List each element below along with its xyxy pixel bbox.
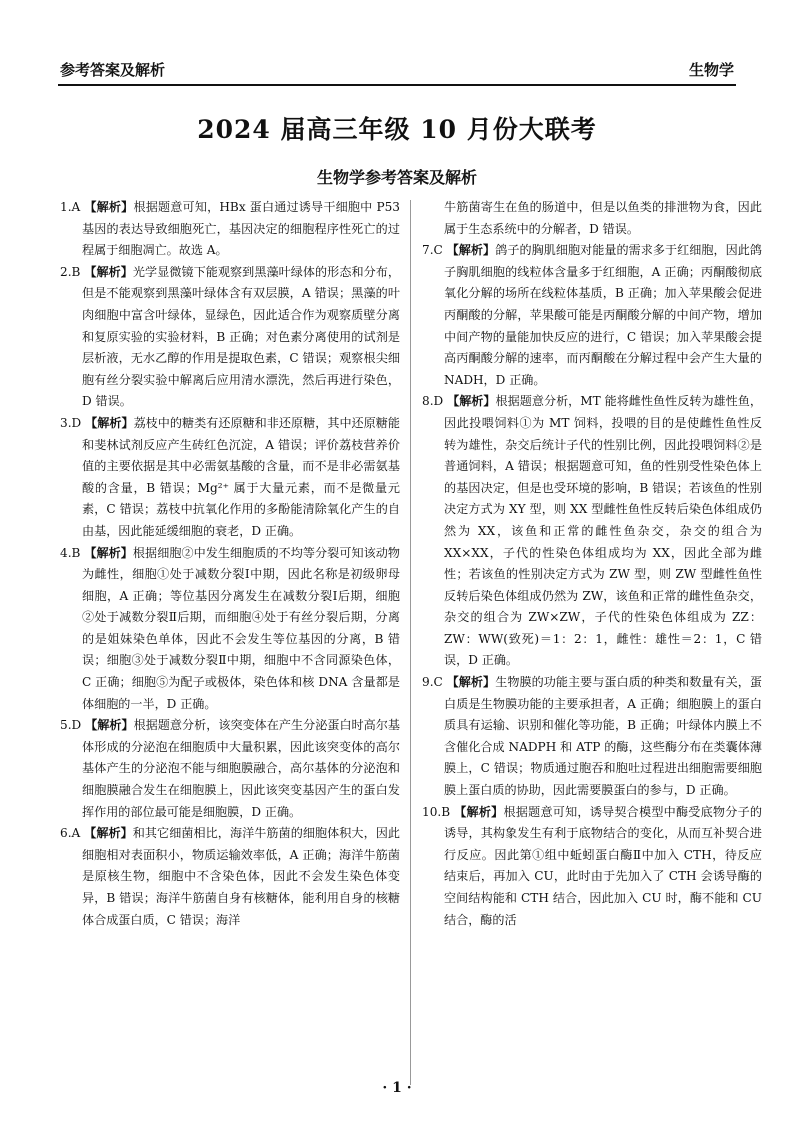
header-left-text: 参考答案及解析 <box>60 61 166 79</box>
analysis-tag: 【解析】 <box>446 243 496 258</box>
answer-text: 光学显微镜下能观察到黑藻叶绿体的形态和分布，但是不能观察到黑藻叶绿体含有双层膜，A 错误；黑藻的叶肉细胞中富含叶绿体，显绿色，因此适合作为观察质壁分离和复原实验的实验材料，B 正确；对色素分离使用的试剂是层析液，无水乙醇的作用是提取色素，C 错误；观察根尖细胞有丝分裂实验中解离后应用清水漂洗，然后再进行染色，D 错误。 <box>82 264 400 409</box>
answer-text: 根据题意可知，诱导契合模型中酶受底物分子的诱导，其构象发生有利于底物结合的变化，从而互补契合进行反应。因此第①组中蚯蚓蛋白酶Ⅱ中加入 CTH，待反应结束后，再加入 CU，此时由于先加入了 CTH 会诱导酶的空间结构能和 CTH 结合，因此加入 CU 时，酶不能和 CU 结合，酶的活 <box>444 804 762 927</box>
right-column <box>422 197 762 931</box>
answer-item <box>60 715 400 823</box>
analysis-tag: 【解析】 <box>84 826 133 841</box>
left-column <box>60 197 400 931</box>
answer-number: 1.A <box>60 200 85 214</box>
answer-number: 8.D <box>422 394 448 409</box>
answer-number: 2.B <box>60 264 85 279</box>
answer-number: 4.B <box>60 545 85 560</box>
answer-item <box>422 391 762 672</box>
analysis-tag: 【解析】 <box>447 394 496 409</box>
answer-text: 生物膜的功能主要与蛋白质的种类和数量有关，蛋白质是生物膜功能的主要承担者，A 正确；细胞膜上的蛋白质具有运输、识别和催化等功能，B 正确；叶绿体内膜上不含催化合成 NADPH 和 ATP 的酶，这些酶分布在类囊体薄膜上，C 错误；物质通过胞吞和胞吐过程进出细胞需要细胞膜上蛋白质的协助，因此需要膜蛋白的参与，D 正确。 <box>444 675 762 798</box>
answer-number: 3.D <box>60 415 86 430</box>
answer-item <box>60 543 400 716</box>
analysis-tag: 【解析】 <box>84 200 134 214</box>
analysis-tag: 【解析】 <box>85 415 134 430</box>
answer-item <box>60 413 400 543</box>
document-title: 2024 届高三年级 10 月份大联考 <box>197 115 597 144</box>
document-subtitle: 生物学参考答案及解析 <box>316 168 477 187</box>
answer-item <box>422 240 762 391</box>
answer-text: 根据题意可知，HBx 蛋白通过诱导干细胞中 P53 基因的表达导致细胞死亡，基因决定的细胞程序性死亡的过程属于细胞凋亡。故选 A。 <box>82 200 400 258</box>
page-header <box>58 52 736 86</box>
answer-item <box>60 262 400 413</box>
header-subject: 生物学 <box>688 61 734 79</box>
answer-text: 牛筋菌寄生在鱼的肠道中，但是以鱼类的排泄物为食，因此属于生态系统中的分解者，D 错误。 <box>444 200 762 236</box>
analysis-tag: 【解析】 <box>84 545 133 560</box>
answer-number: 10.B <box>422 804 455 819</box>
answer-item <box>60 823 400 931</box>
page-number: · 1 · <box>382 1080 412 1096</box>
answer-text: 根据题意分析，MT 能将雌性鱼性反转为雄性鱼，因此投喂饲料①为 MT 饲料，投喂的目的是使雌性鱼性反转为雄性，杂交后统计子代的性别比例，因此投喂饲料②是普通饲料，A 错误；根据题意可知，鱼的性别受性染色体上的基因决定，但是也受环境的影响，B 错误；若该鱼的性别决定方式为 XY 型，则 XX 型雌性鱼性反转后染色体组成仍然为 XX，该鱼和正常的雌性鱼杂交，杂交的组合为 XX×XX，子代的性染色体组成均为 XX，因此全部为雌性；若该鱼的性别决定方式为 ZW 型，则 ZW 型雌性鱼性反转后染色体组成仍然为 ZW，该鱼和正常的雌性鱼杂交，杂交的组合为 ZW×ZW，子代的性染色体组成为 ZZ：ZW：WW(致死)＝1：2：1，雌性：雄性＝2：1，C 错误，D 正确。 <box>444 394 762 668</box>
answer-text: 荔枝中的糖类有还原糖和非还原糖，其中还原糖能和斐林试剂反应产生砖红色沉淀，A 错误；评价荔枝营养价值的主要依据是其中必需氨基酸的含量，而不是非必需氨基酸的含量，B 错误；Mg²⁺ 属于大量元素，而不是微量元素，C 错误；荔枝中抗氧化作用的多酚能清除氧化产生的自由基，因此能延缓细胞的衰老，D 正确。 <box>82 415 400 538</box>
analysis-tag: 【解析】 <box>446 675 496 690</box>
answer-item <box>422 802 762 932</box>
answer-continuation <box>422 197 762 240</box>
answer-text: 根据题意分析，该突变体在产生分泌蛋白时高尔基体形成的分泌泡在细胞质中大量积累，因此该突变体的高尔基体产生的分泌泡不能与细胞膜融合，高尔基体的分泌泡和细胞膜融合发生在细胞膜上，因此该突变基因产生的蛋白发挥作用的部位最可能是细胞膜，D 正确。 <box>82 718 400 819</box>
answer-number: 9.C <box>422 675 447 690</box>
answer-number: 5.D <box>60 718 86 733</box>
analysis-tag: 【解析】 <box>454 804 504 819</box>
answer-number: 7.C <box>422 243 447 258</box>
column-divider <box>410 200 411 1085</box>
answer-item <box>422 672 762 802</box>
answer-item <box>60 197 400 262</box>
analysis-tag: 【解析】 <box>84 264 133 279</box>
answer-text: 和其它细菌相比，海洋牛筋菌的细胞体积大，因此细胞相对表面积小，物质运输效率低，A 正确；海洋牛筋菌是原核生物，细胞中不含染色体，因此不会发生染色体变异，B 错误；海洋牛筋菌自身有核糖体，能利用自身的核糖体合成蛋白质，C 错误；海洋 <box>82 826 400 927</box>
answer-text: 根据细胞②中发生细胞质的不均等分裂可知该动物为雌性，细胞①处于减数分裂Ⅰ中期，因此名称是初级卵母细胞，A 正确；等位基因分离发生在减数分裂Ⅰ后期，细胞②处于减数分裂Ⅱ后期，而细胞④处于有丝分裂后期，分离的是姐妹染色单体，因此不会发生等位基因的分离，B 错误；细胞③处于减数分裂Ⅱ中期，细胞中不含同源染色体，C 正确；细胞⑤为配子或极体，染色体和核 DNA 含量都是体细胞的一半，D 正确。 <box>82 545 400 711</box>
answer-text: 鸽子的胸肌细胞对能量的需求多于红细胞，因此鸽子胸肌细胞的线粒体含量多于红细胞，A 正确；丙酮酸彻底氧化分解的场所在线粒体基质，B 正确；加入苹果酸会促进丙酮酸的分解，苹果酸可能是丙酮酸分解的中间产物，增加中间产物的量能加快反应的进行，C 错误；加入苹果酸会提高丙酮酸分解的速率，而丙酮酸在分解过程中会产生大量的 NADH，D 正确。 <box>444 243 762 387</box>
answer-number: 6.A <box>60 826 85 841</box>
analysis-tag: 【解析】 <box>85 718 134 733</box>
